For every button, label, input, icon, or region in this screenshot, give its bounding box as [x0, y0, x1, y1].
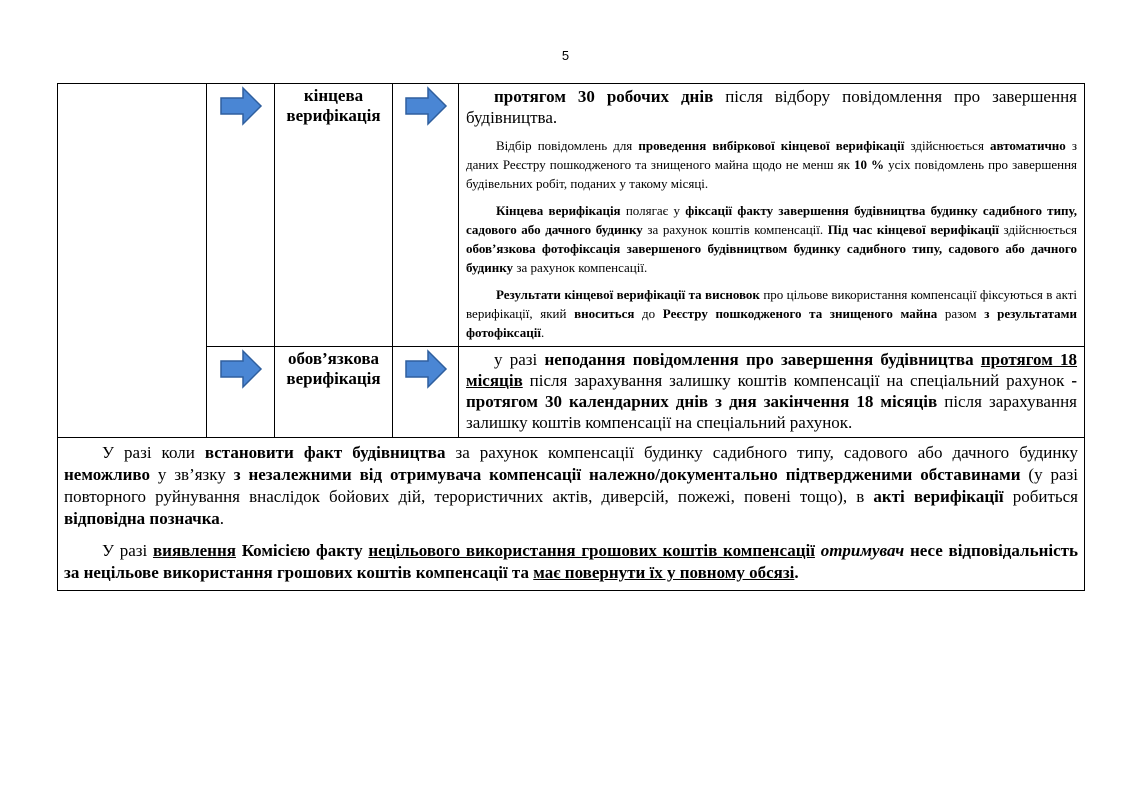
- arrow-cell: [393, 84, 459, 347]
- lead-text: протягом 30 робочих днів після відбору повідомлення про завершення будівництва.: [466, 87, 1077, 127]
- table-row-footer: [58, 438, 1085, 591]
- stage-label-final: кінцева верифікація: [275, 84, 393, 347]
- empty-left-cell: [58, 84, 207, 438]
- verification-table: [57, 83, 1085, 591]
- right-arrow-icon: [393, 349, 458, 389]
- right-arrow-icon: [393, 86, 458, 126]
- table-row-mandatory-verification: [58, 347, 1085, 438]
- paragraph: Результати кінцевої верифікації та висновок про цільове використання компенсації фіксуються в акті верифікації, який вноситься до Реєстру пошкодженого та знищеного майна разом з результатами фотофіксації.: [466, 287, 1078, 340]
- right-arrow-icon: [207, 349, 274, 389]
- paragraph: Кінцева верифікація полягає у фіксації факту завершення будівництва будинку садибного типу, садового або дачного будинку за рахунок коштів компенсації. Під час кінцевої верифікації здійснюється обов’язкова фотофіксація завершеного будівництвом будинку садибного типу, садового або дачного будинку за рахунок компенсації.: [466, 203, 1078, 275]
- footer-cell: [58, 438, 1085, 591]
- right-arrow-icon: [207, 86, 274, 126]
- arrow-cell: [207, 347, 275, 438]
- arrow-cell: [393, 347, 459, 438]
- table-row-final-verification: [58, 84, 1085, 347]
- mandatory-verification-content: [459, 347, 1085, 438]
- arrow-cell: [207, 84, 275, 347]
- lead-text: у разі неподання повідомлення про завершення будівництва протягом 18 місяців після зарахування залишку коштів компенсації на спеціальний рахунок - протягом 30 календарних днів з дня закінчення 18 місяців після зарахування залишку коштів компенсації на спеціальний рахунок.: [466, 350, 1078, 432]
- footer-paragraph: У разі коли встановити факт будівництва за рахунок компенсації будинку садибного типу, садового або дачного будинку неможливо у зв’язку з незалежними від отримувача компенсації належно/документально підтвердженими обставинами (у разі повторного руйнування внаслідок бойових дій, терористичних актів, диверсій, пожежі, повені тощо), в акті верифікації робиться відповідна позначка.: [64, 443, 1078, 528]
- footer-paragraph: У разі виявлення Комісією факту нецільового використання грошових коштів компенсації отримувач несе відповідальність за нецільове використання грошових коштів компенсації та має повернути їх у повному обсязі.: [64, 541, 1078, 582]
- stage-label-mandatory: обов’язкова верифікація: [275, 347, 393, 438]
- final-verification-content: [459, 84, 1085, 347]
- paragraph: Відбір повідомлень для проведення вибіркової кінцевої верифікації здійснюється автоматично з даних Реєстру пошкодженого та знищеного майна щодо не менш як 10 % усіх повідомлень про завершення будівельних робіт, поданих у такому місяці.: [466, 138, 1078, 191]
- page-number: 5: [561, 48, 570, 63]
